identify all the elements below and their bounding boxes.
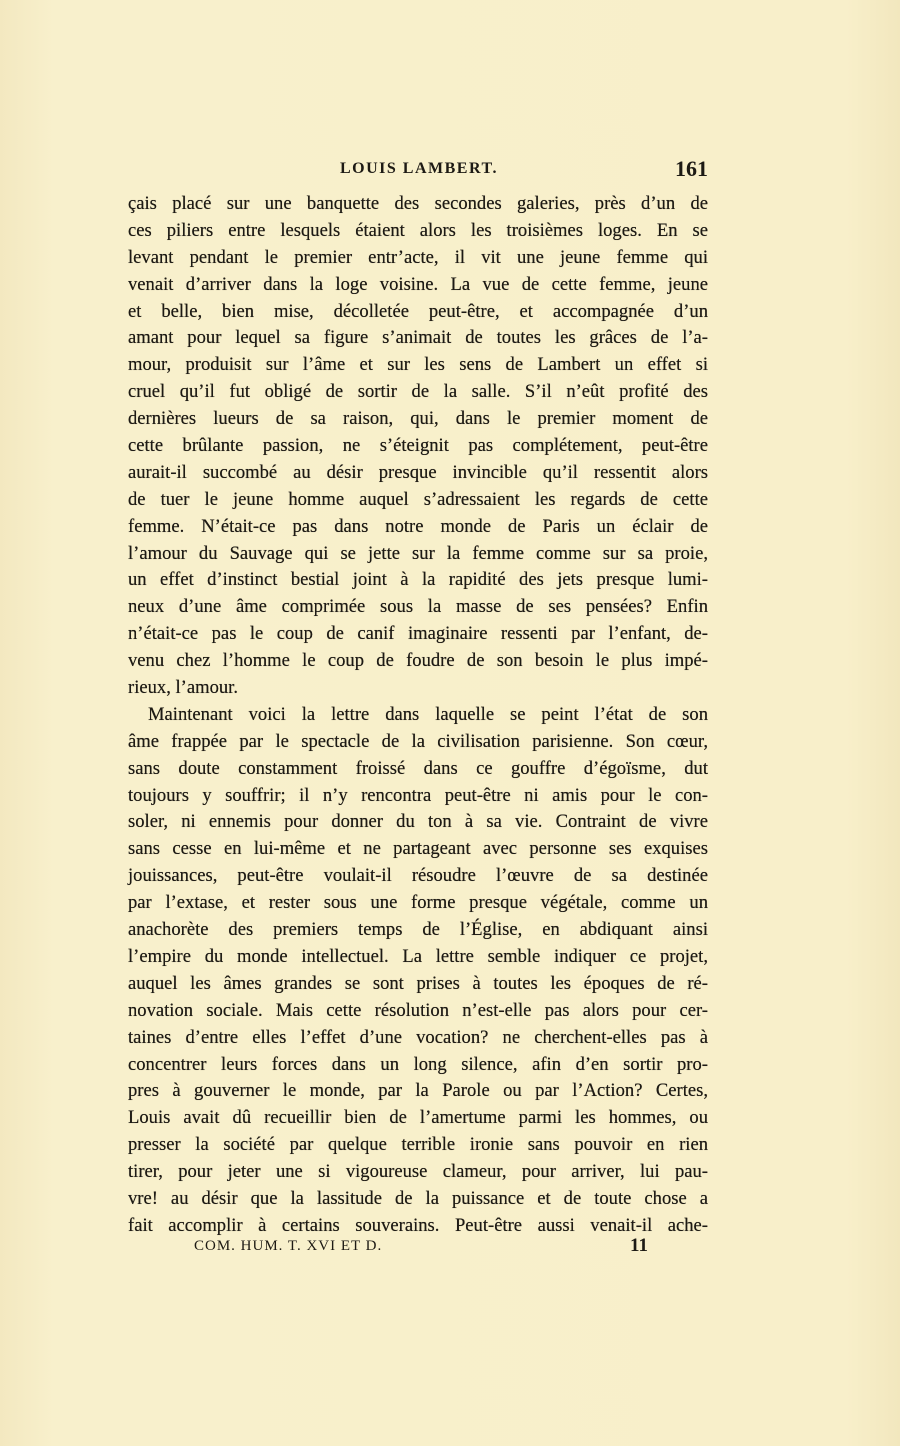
text-line: venu chez l’homme le coup de foudre de son besoin le plus impé-: [128, 650, 708, 672]
text-line: novation sociale. Mais cette résolution n’est-elle pas alors pour cer-: [128, 999, 708, 1021]
text-line: concentrer leurs forces dans un long silence, afin d’en sortir pro-: [128, 1053, 708, 1075]
text-line: anachorète des premiers temps de l’Église, en abdiquant ainsi: [128, 919, 708, 941]
text-line: et belle, bien mise, décolletée peut-être, et accompagnée d’un: [128, 300, 708, 322]
text-line: neux d’une âme comprimée sous la masse de ses pensées? Enfin: [128, 596, 708, 618]
text-line: femme. N’était-ce pas dans notre monde de Paris un éclair de: [128, 515, 708, 537]
text-line: sans doute constamment froissé dans ce gouffre d’égoïsme, dut: [128, 757, 708, 779]
text-line: venait d’arriver dans la loge voisine. La vue de cette femme, jeune: [128, 273, 708, 295]
text-line: presser la société par quelque terrible ironie sans pouvoir en rien: [128, 1134, 708, 1156]
text-line: soler, ni ennemis pour donner du ton à sa vie. Contraint de vivre: [128, 811, 708, 833]
text-line: par l’extase, et rester sous une forme presque végétale, comme un: [128, 892, 708, 914]
text-line: auquel les âmes grandes se sont prises à toutes les époques de ré-: [128, 972, 708, 994]
text-line: jouissances, peut-être voulait-il résoudre l’œuvre de sa destinée: [128, 865, 708, 887]
signature-mark: COM. HUM. T. XVI ET D.: [194, 1238, 383, 1254]
text-line: Louis avait dû recueillir bien de l’amertume parmi les hommes, ou: [128, 1107, 708, 1129]
text-line: un effet d’instinct bestial joint à la rapidité des jets presque lumi-: [128, 569, 708, 591]
text-line: rieux, l’amour.: [128, 677, 238, 699]
text-line: taines d’entre elles l’effet d’une vocation? ne cherchent-elles pas à: [128, 1026, 708, 1048]
text-line: çais placé sur une banquette des secondes galeries, près d’un de: [128, 193, 708, 214]
page-footer: [128, 1235, 708, 1262]
text-line: cruel qu’il fut obligé de sortir de la salle. S’il n’eût profité des: [128, 381, 708, 403]
text-line: l’empire du monde intellectuel. La lettre semble indiquer ce projet,: [128, 945, 708, 967]
text-line: dernières lueurs de sa raison, qui, dans le premier moment de: [128, 408, 708, 430]
text-line: cette brûlante passion, ne s’éteignit pas complétement, peut-être: [128, 435, 708, 457]
page-number: 161: [675, 156, 708, 181]
text-line: fait accomplir à certains souverains. Peut-être aussi venait-il ache-: [128, 1214, 708, 1236]
text-line: l’amour du Sauvage qui se jette sur la femme comme sur sa proie,: [128, 542, 708, 564]
text-line: Maintenant voici la lettre dans laquelle se peint l’état de son: [148, 703, 708, 725]
text-line: âme frappée par le spectacle de la civilisation parisienne. Son cœur,: [128, 730, 708, 752]
text-line: pres à gouverner le monde, par la Parole ou par l’Action? Certes,: [128, 1080, 708, 1102]
text-line: de tuer le jeune homme auquel s’adressaient les regards de cette: [128, 488, 708, 510]
body-text: [128, 191, 708, 1240]
text-line: levant pendant le premier entr’acte, il vit une jeune femme qui: [128, 246, 708, 268]
text-line: tirer, pour jeter une si vigoureuse clameur, pour arriver, lui pau-: [128, 1161, 708, 1183]
text-line: toujours y souffrir; il n’y rencontra peut-être ni amis pour le con-: [128, 784, 708, 806]
text-line: ces piliers entre lesquels étaient alors les troisièmes loges. En se: [128, 219, 708, 241]
text-line: sans cesse en lui-même et ne partageant avec personne ses exquises: [128, 838, 708, 860]
sheet-number: 11: [630, 1235, 648, 1256]
text-line: mour, produisit sur l’âme et sur les sens de Lambert un effet si: [128, 354, 708, 376]
text-line: aurait-il succombé au désir presque invincible qu’il ressentit alors: [128, 461, 708, 483]
running-head: [128, 158, 708, 184]
text-line: vre! au désir que la lassitude de la puissance et de toute chose a: [128, 1187, 708, 1209]
running-title: LOUIS LAMBERT.: [340, 160, 498, 177]
text-line: n’était-ce pas le coup de canif imaginaire ressenti par l’enfant, de-: [128, 623, 708, 645]
text-line: amant pour lequel sa figure s’animait de toutes les grâces de l’a-: [128, 327, 708, 349]
